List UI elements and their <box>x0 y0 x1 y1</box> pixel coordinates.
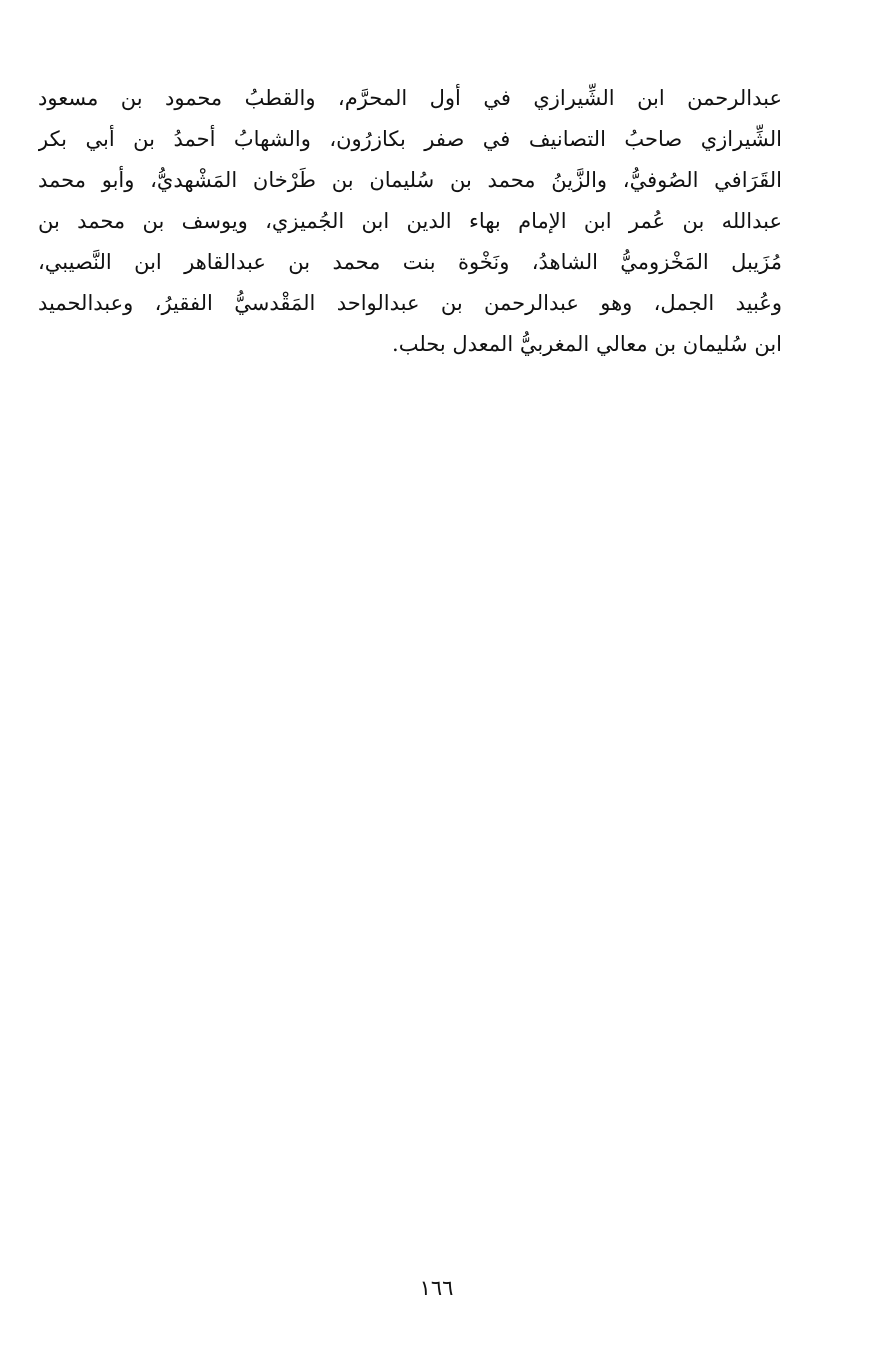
paragraph-line-6: وعُبيد الجمل، وهو عبدالرحمن بن عبدالواحد المَقْدسيُّ الفقيرُ، وعبدالحميد <box>38 291 782 315</box>
body-paragraph <box>38 78 782 365</box>
paragraph-line-5: مُزَيبل المَخْزوميُّ الشاهدُ، ونَخْوة بنت محمد بن عبدالقاهر ابن النَّصيبي، <box>38 250 782 274</box>
paragraph-line-2: الشِّيرازي صاحبُ التصانيف في صفر بكازرُون، والشهابُ أحمدُ بن أبي بكر <box>38 127 782 151</box>
page-number: ١٦٦ <box>419 1276 454 1300</box>
paragraph-line-1: عبدالرحمن ابن الشِّيرازي في أول المحرَّم، والقطبُ محمود بن مسعود <box>38 86 782 110</box>
paragraph-line-3: القَرَافي الصُوفيُّ، والزَّينُ محمد بن سُليمان بن طَرْخان المَشْهديُّ، وأبو محمد <box>38 168 782 192</box>
paragraph-line-7: ابن سُليمان بن معالي المغربيُّ المعدل بحلب. <box>392 332 782 356</box>
paragraph-line-4: عبدالله بن عُمر ابن الإمام بهاء الدين ابن الجُميزي، ويوسف بن محمد بن <box>38 209 782 233</box>
